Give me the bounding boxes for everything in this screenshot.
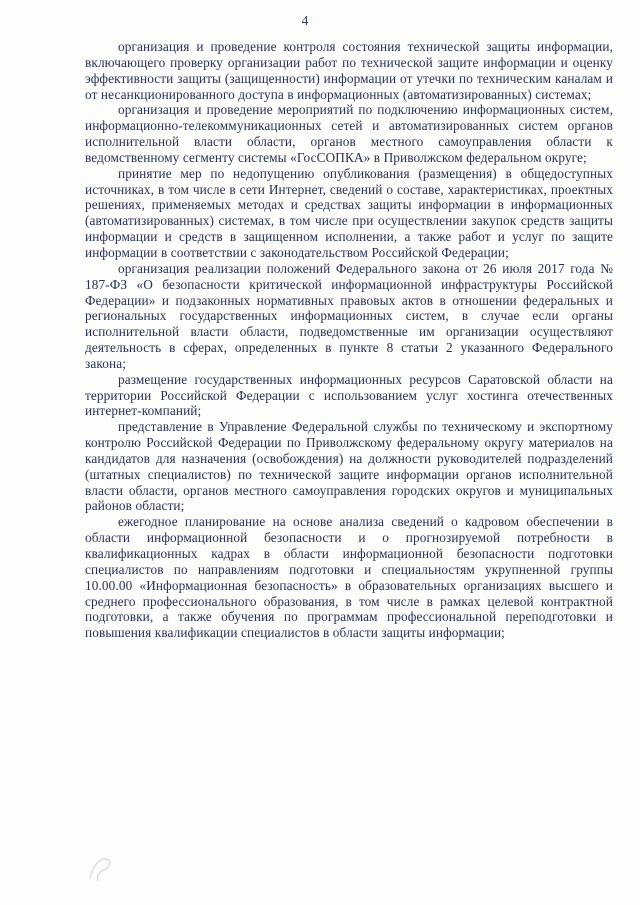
paragraph: ежегодное планирование на основе анализа сведений о кадровом обеспечении в области информационной безопасности и о прогнозируемой потребности в квалификационных кадрах в области информационной безопасности подготовки специалистов по направлениям подготовки и специальностям укрупненной группы 10.00.00 «Информационная безопасность» в образовательных организациях высшего и среднего профессионального образования, в том числе в рамках целевой контрактной подготовки, а также обучения по программам профессиональной переподготовки и повышения квалификации специалистов в области защиты информации; [85, 514, 613, 641]
paragraph: организация и проведение мероприятий по подключению информационных систем, информационно-телекоммуникационных сетей и автоматизированных систем органов исполнительной власти области, органов местного самоуправления области к ведомственному сегменту системы «ГосСОПКА» в Приволжском федеральном округе; [85, 102, 613, 165]
paragraph: организация реализации положений Федерального закона от 26 июля 2017 года № 187-ФЗ «О безопасности критической информационной инфраструктуры Российской Федерации» и подзаконных нормативных правовых актов в отношении федеральных и региональных государственных информационных систем, в случае если органы исполнительной власти области, подведомственные им организации осуществляют деятельность в сферах, определенных в пункте 8 статьи 2 указанного Федерального закона; [85, 260, 613, 371]
paragraph: организация и проведение контроля состояния технической защиты информации, включающего проверку организации работ по технической защите информации и оценку эффективности защиты (защищенности) информации от утечки по техническим каналам и от несанкционированного доступа в информационных (автоматизированных) системах; [85, 39, 613, 102]
paragraph: представление в Управление Федеральной службы по техническому и экспортному контролю Российской Федерации по Приволжскому федеральному округу материалов на кандидатов для назначения (освобождения) на должности руководителей подразделений (штатных специалистов) по технической защите информации органов исполнительной власти области, органов местного самоуправления городских округов и муниципальных районов области; [85, 419, 613, 514]
paragraph: размещение государственных информационных ресурсов Саратовской области на территории Российской Федерации с использованием услуг хостинга отечественных интернет-компаний; [85, 371, 613, 419]
paragraph: принятие мер по недопущению опубликования (размещения) в общедоступных источниках, в том числе в сети Интернет, сведений о составе, характеристиках, проектных решениях, применяемых методах и средствах защиты информации в информационных (автоматизированных) системах, в том числе при осуществлении закупок средств защиты информации и средств в защищенном исполнении, а также работ и услуг по защите информации в соответствии с законодательством Российской Федерации; [85, 165, 613, 260]
document-body [85, 39, 613, 641]
page-number: 4 [301, 13, 309, 28]
faint-pen-mark [86, 852, 126, 886]
